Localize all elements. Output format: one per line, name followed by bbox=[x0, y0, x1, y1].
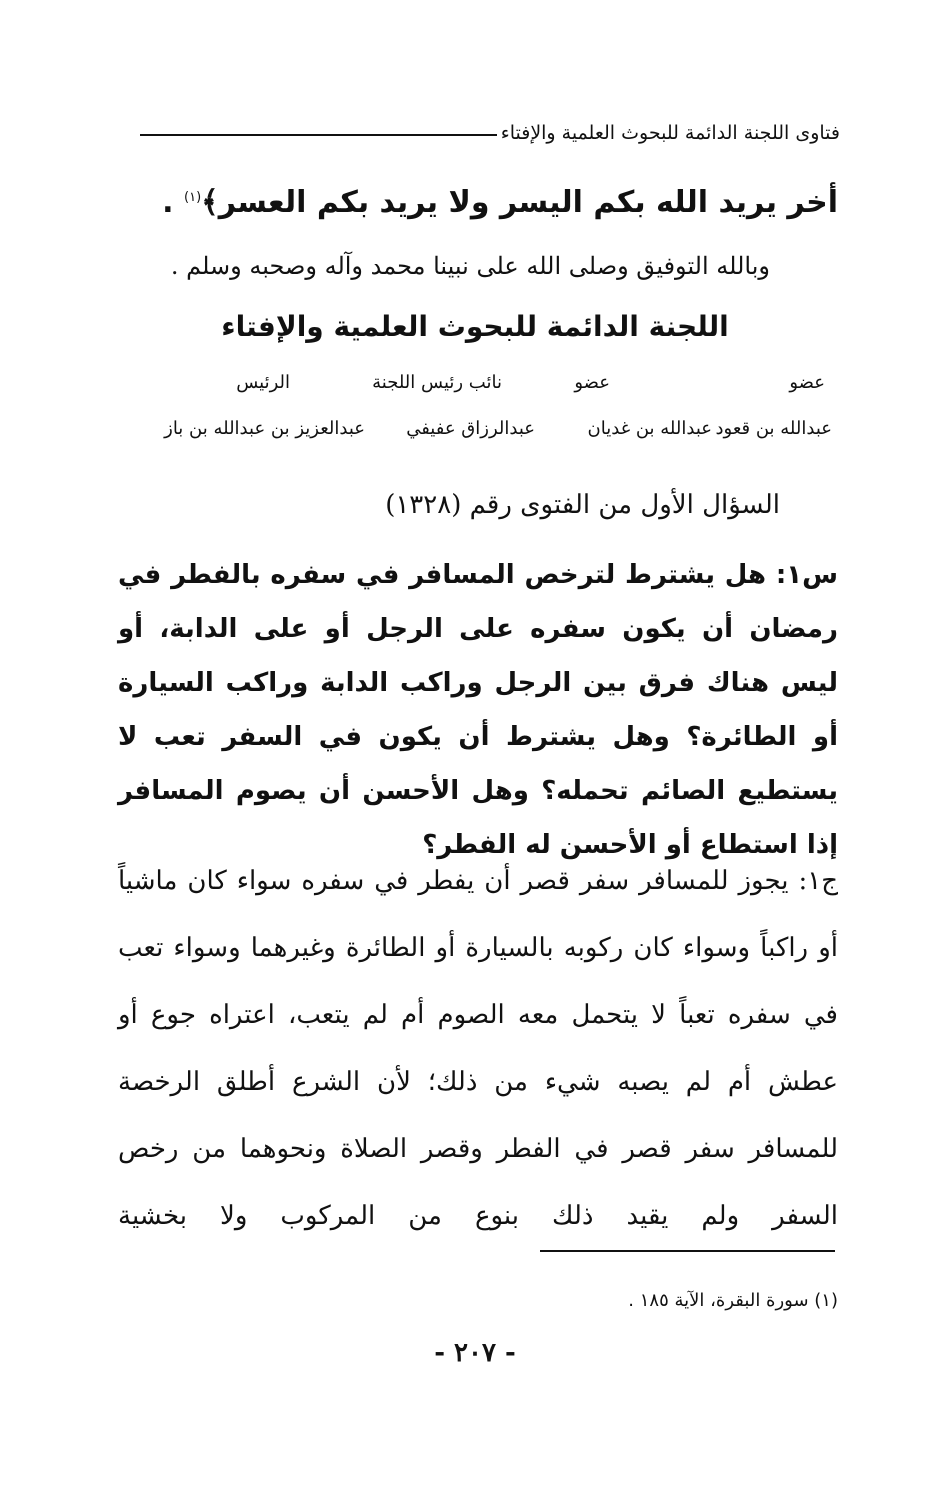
answer-paragraph: ج١: يجوز للمسافر سفر قصر أن يفطر في سفره سواء كان ماشياً أو راكباً وسواء كان ركوبه بالسيارة أو الطائرة وغيرهما وسواء تعب في سفره تعباً لا يتحمل معه الصوم أم لم يتعب، اعتراه جوع أو عطش أم لم يصبه شيء من ذلك؛ لأن الشرع أطلق الرخصة للمسافر سفر قصر في الفطر وقصر الصلاة ونحوهما من رخص السفر ولم يقيد ذلك بنوع من المركوب ولا بخشية bbox=[118, 866, 838, 1231]
running-header bbox=[140, 118, 840, 148]
role-vice-chairman: نائب رئيس اللجنة bbox=[372, 372, 502, 393]
fatwa-reference: السؤال الأول من الفتوى رقم (١٣٢٨) bbox=[385, 490, 780, 520]
question-paragraph: س١: هل يشترط لترخص المسافر في سفره بالفطر في رمضان أن يكون سفره على الرجل أو على الدابة، أو ليس هناك فرق بين الرجل وراكب الدابة وراكب السيارة أو الطائرة؟ وهل يشترط أن يكون في السفر تعب لا يستطيع الصائم تحمله؟ وهل الأحسن أن يصوم المسافر إذا استطاع أو الأحسن له الفطر؟ bbox=[118, 560, 838, 860]
role-member-2: عضو bbox=[574, 372, 610, 393]
role-chairman: الرئيس bbox=[236, 372, 290, 393]
footnote-rule bbox=[540, 1250, 835, 1252]
footnote-mark: (١) bbox=[184, 190, 202, 205]
verse-line bbox=[138, 185, 838, 220]
name-chairman: عبدالعزيز بن عبدالله بن باز bbox=[164, 418, 365, 439]
name-member-1: عبدالله بن قعود bbox=[715, 418, 832, 439]
verse-end: . bbox=[162, 185, 185, 220]
running-title: فتاوى اللجنة الدائمة للبحوث العلمية والإفتاء bbox=[500, 122, 840, 144]
role-member-1: عضو bbox=[789, 372, 825, 393]
page-number: - ٢٠٧ - bbox=[434, 1338, 516, 1368]
verse-text: أخر يريد الله بكم اليسر ولا يريد بكم العسر﴾ bbox=[201, 185, 838, 220]
name-vice-chairman: عبدالرزاق عفيفي bbox=[406, 418, 535, 439]
name-member-2: عبدالله بن غديان bbox=[587, 418, 712, 439]
committee-heading: اللجنة الدائمة للبحوث العلمية والإفتاء bbox=[221, 310, 729, 343]
header-rule bbox=[140, 134, 497, 136]
footnote: (١) سورة البقرة، الآية ١٨٥ . bbox=[628, 1290, 838, 1311]
closing-line: وبالله التوفيق وصلى الله على نبينا محمد وآله وصحبه وسلم . bbox=[170, 252, 770, 280]
